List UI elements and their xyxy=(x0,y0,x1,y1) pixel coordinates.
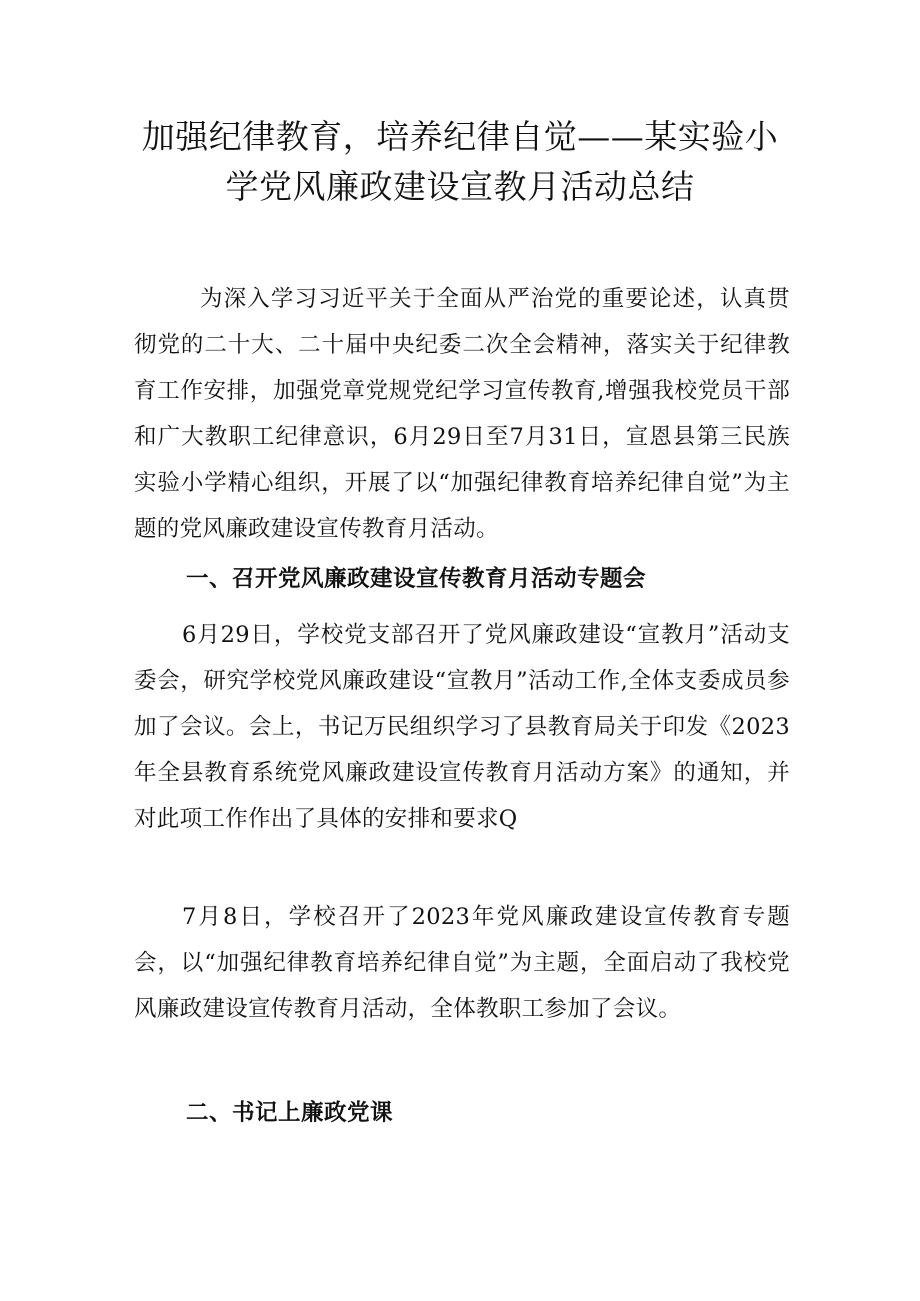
section1-paragraph-2: 7月8日，学校召开了2023年党风廉政建设宣传教育专题会，以“加强纪律教育培养纪律自觉”为主题，全面启动了我校党风廉政建设宣传教育月活动，全体教职工参加了会议。 xyxy=(134,904,790,1022)
section1-paragraph-1: 6月29日，学校党支部召开了党风廉政建设“宣教月”活动支委会，研究学校党风廉政建设“宣教月”活动工作,全体支委成员参加了会议。会上，书记万民组织学习了县教育局关于印发《2023年全县教育系统党风廉政建设宣传教育月活动方案》的通知，并对此项工作作出了具体的安排和要求Q xyxy=(134,622,790,832)
section-heading-2: 二、书记上廉政党课 xyxy=(186,1100,394,1126)
title-line-2: 学党风廉政建设宣教月活动总结 xyxy=(225,167,695,206)
document-title xyxy=(120,112,800,212)
section-heading-1: 一、召开党风廉政建设宣传教育月活动专题会 xyxy=(186,566,647,592)
intro-paragraph: 为深入学习习近平关于全面从严治党的重要论述，认真贯彻党的二十大、二十届中央纪委二次全会精神，落实关于纪律教育工作安排，加强党章党规党纪学习宣传教育,增强我校党员干部和广大教职工纪律意识，6月29日至7月31日，宣恩县第三民族实验小学精心组织，开展了以“加强纪律教育培养纪律自觉”为主题的党风廉政建设宣传教育月活动。 xyxy=(134,286,790,542)
title-line-1: 加强纪律教育，培养纪律自觉——某实验小 xyxy=(141,117,779,156)
